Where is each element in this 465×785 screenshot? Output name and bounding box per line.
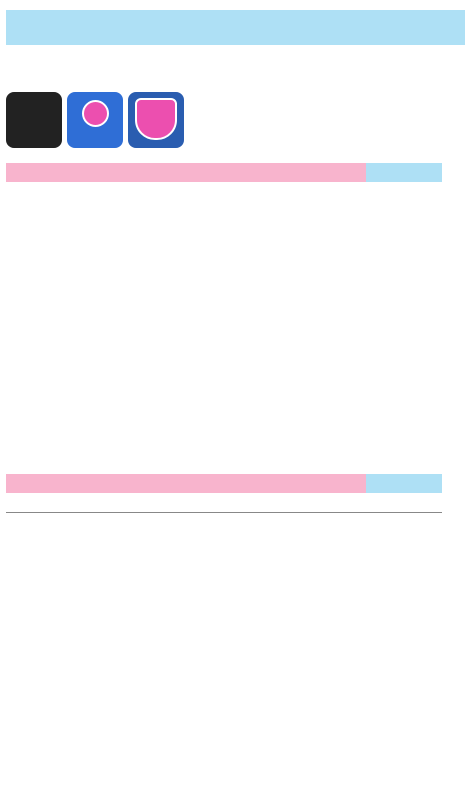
header-bar	[6, 10, 465, 45]
style-logo	[128, 92, 184, 148]
ultraplus-logo	[6, 92, 62, 148]
jpi-box	[366, 474, 442, 493]
ajca-header-bar	[6, 474, 366, 493]
proven-logo	[67, 92, 123, 148]
check-icon	[82, 100, 109, 127]
divider	[6, 512, 442, 513]
nm-box	[366, 163, 442, 182]
cdcb-header-bar	[6, 163, 366, 182]
